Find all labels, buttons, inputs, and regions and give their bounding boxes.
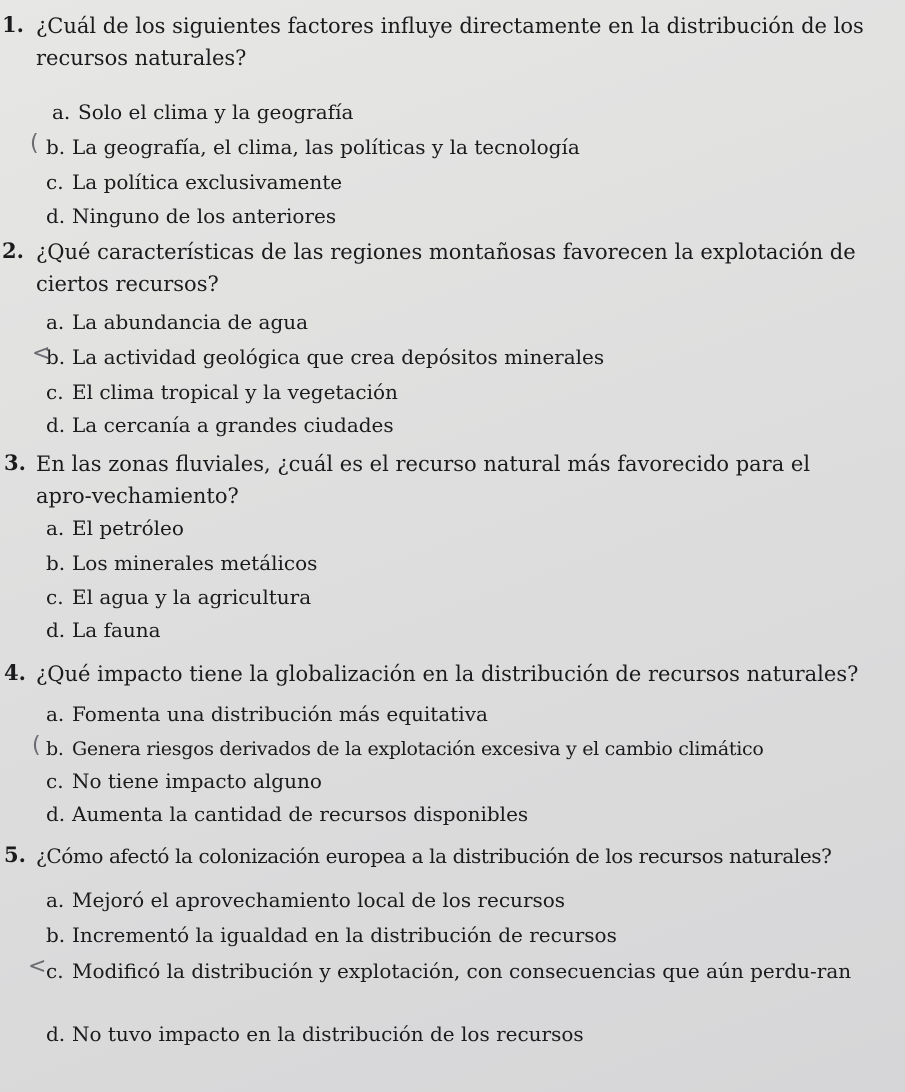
q3-option-c: c. El agua y la agricultura — [46, 585, 312, 609]
q2-option-a: a. La abundancia de agua — [46, 310, 309, 334]
q2-option-c: c. El clima tropical y la vegetación — [46, 380, 398, 404]
q5-option-b: b. Incrementó la igualdad en la distribución de recursos — [46, 923, 617, 947]
handwritten-check-mark: < — [28, 954, 47, 979]
q4-option-b: b. Genera riesgos derivados de la explotación excesiva y el cambio climático — [46, 738, 764, 760]
q5-option-d: d. No tuvo impacto en la distribución de los recursos — [46, 1022, 584, 1046]
question-2-text: ¿Qué características de las regiones montañosas favorecen la explotación de ciertos recursos? — [36, 240, 856, 296]
question-5-text: ¿Cómo afectó la colonización europea a la distribución de los recursos naturales? — [36, 844, 832, 868]
q4-option-a: a. Fomenta una distribución más equitativa — [46, 702, 488, 726]
question-5-number: 5. — [4, 842, 26, 867]
handwritten-check-mark: < — [32, 341, 51, 366]
q4-option-d: d. Aumenta la cantidad de recursos disponibles — [46, 802, 529, 826]
q5-option-c: c. Modificó la distribución y explotación, con consecuencias que aún perdu-ran — [46, 959, 852, 983]
question-1-text: ¿Cuál de los siguientes factores influye directamente en la distribución de los recursos naturales? — [36, 14, 864, 70]
question-3-number: 3. — [4, 450, 26, 475]
q3-option-d: d. La fauna — [46, 618, 161, 642]
q3-option-a: a. El petróleo — [46, 516, 184, 540]
q3-option-b: b. Los minerales metálicos — [46, 551, 318, 575]
handwritten-check-mark: ( — [32, 733, 41, 758]
q2-option-b: b. La actividad geológica que crea depósitos minerales — [46, 345, 605, 369]
q5-option-a: a. Mejoró el aprovechamiento local de los recursos — [46, 888, 566, 912]
q2-option-d: d. La cercanía a grandes ciudades — [46, 413, 394, 437]
handwritten-check-mark: ( — [30, 131, 39, 156]
q1-option-b: b. La geografía, el clima, las políticas y la tecnología — [46, 135, 580, 159]
question-1-number: 1. — [2, 12, 24, 37]
question-4-number: 4. — [4, 660, 26, 685]
q4-option-c: c. No tiene impacto alguno — [46, 769, 322, 793]
question-2-number: 2. — [2, 238, 24, 263]
question-4-text: ¿Qué impacto tiene la globalización en la distribución de recursos naturales? — [36, 662, 859, 686]
q1-option-c: c. La política exclusivamente — [46, 170, 343, 194]
q1-option-d: d. Ninguno de los anteriores — [46, 204, 337, 228]
question-3-text: En las zonas fluviales, ¿cuál es el recurso natural más favorecido para el apro-vechamiento? — [36, 452, 811, 508]
q1-option-a: a. Solo el clima y la geografía — [52, 100, 354, 124]
